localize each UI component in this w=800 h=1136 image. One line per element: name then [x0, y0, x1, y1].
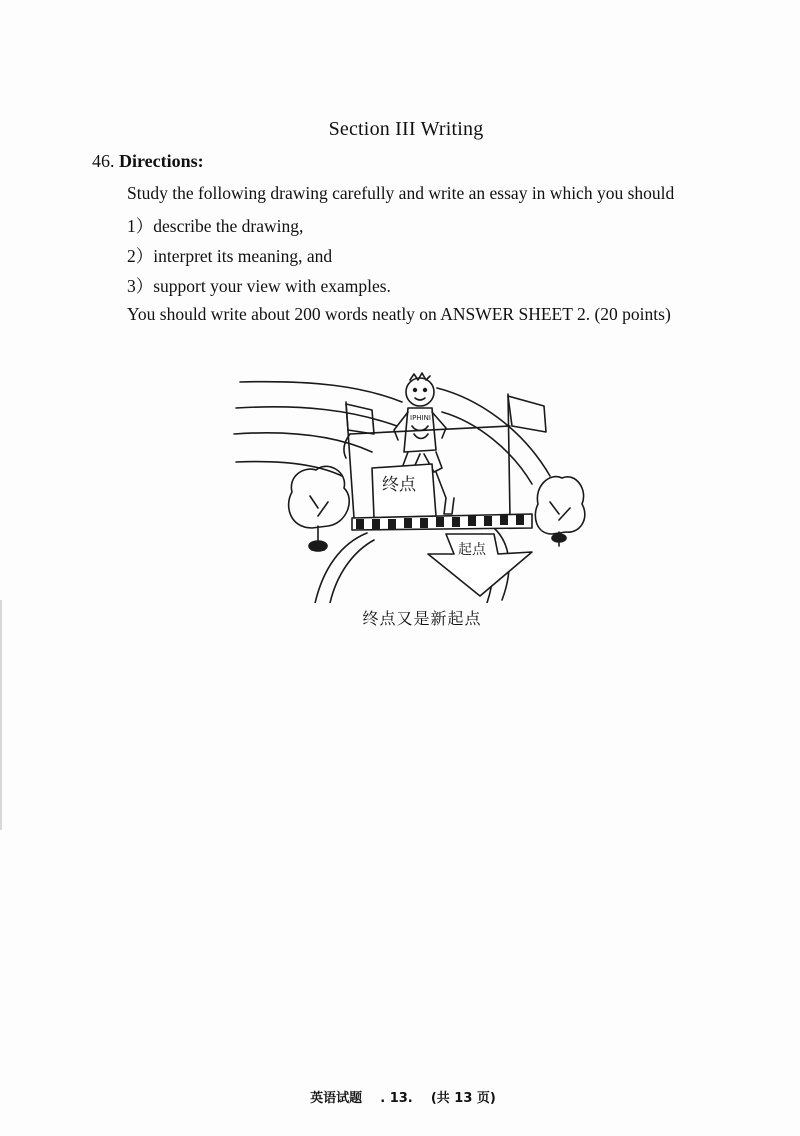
footer-subject: 英语试题	[310, 1091, 363, 1106]
scan-edge	[0, 600, 2, 830]
footer-total-pages: (共 13 页)	[430, 1091, 496, 1106]
requirement-text: You should write about 200 words neatly on ANSWER SHEET 2. (20 points)	[127, 304, 671, 324]
flag-right	[508, 394, 546, 518]
flag-left	[346, 402, 374, 518]
section-title: Section III Writing	[328, 118, 484, 140]
task-item-1: 1）describe the drawing,	[127, 216, 304, 236]
sign-text-2: 起点	[458, 542, 486, 558]
question-number: 46.	[92, 151, 115, 171]
arrow-down	[428, 534, 532, 596]
question-header	[92, 151, 204, 172]
tree-left	[289, 466, 350, 551]
directions-label: Directions:	[119, 151, 204, 171]
ground-sign	[372, 464, 436, 518]
sign-text-1: 终点	[382, 475, 416, 495]
page-footer	[0, 1087, 800, 1106]
task-item-2: 2）interpret its meaning, and	[127, 246, 333, 266]
footer-page-number: . 13.	[380, 1091, 413, 1106]
tree-right	[535, 477, 584, 546]
instruction-text: Study the following drawing carefully and write an essay in which you should	[127, 183, 675, 203]
figure-caption: 终点又是新起点	[362, 609, 482, 628]
shirt-label: IPHINI	[410, 414, 431, 422]
finish-line-drawing	[232, 368, 592, 603]
task-item-3: 3）support your view with examples.	[127, 276, 391, 296]
